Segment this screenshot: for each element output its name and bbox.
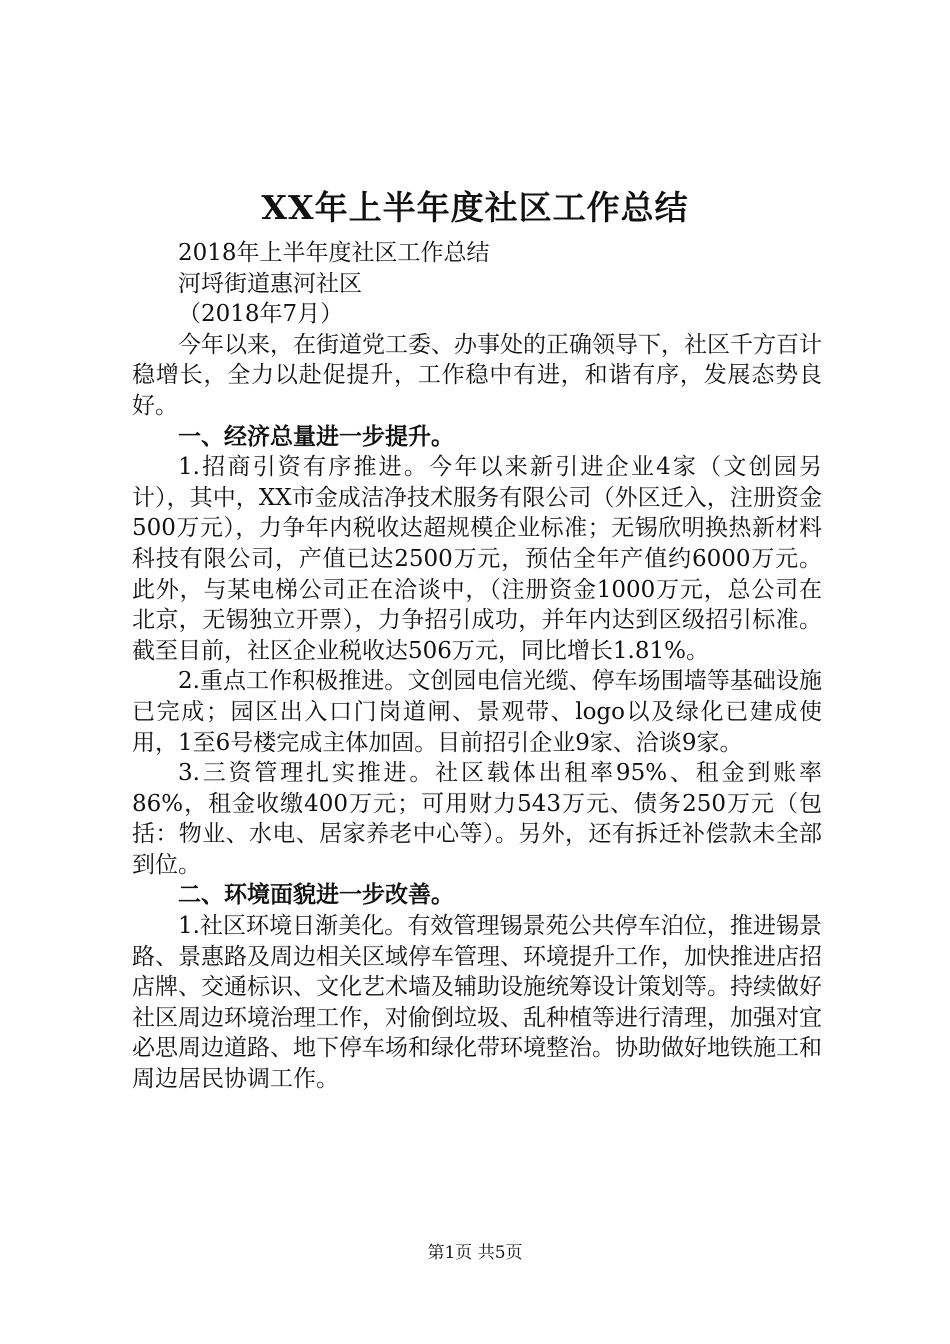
paragraph-key-work: 2.重点工作积极推进。文创园电信光缆、停车场围墙等基础设施已完成；园区出入口门岗道闸、景观带、logo以及绿化已建成使用，1至6号楼完成主体加固。目前招引企业9家、洽谈9家。 xyxy=(132,668,822,756)
paragraph-investment: 1.招商引资有序推进。今年以来新引进企业4家（文创园另计），其中，XX市金成洁净技术服务有限公司（外区迁入，注册资金500万元），力争年内税收达超规模企业标准；无锡欣明换热新材料科技有限公司，产值已达2500万元，预估全年产值约6000万元。此外，与某电梯公司正在洽谈中，（注册资金1000万元，总公司在北京，无锡独立开票），力争招引成功，并年内达到区级招引标准。截至目前，社区企业税收达506万元，同比增长1.81%。 xyxy=(132,454,822,664)
subtitle-line: 2018年上半年度社区工作总结 xyxy=(178,240,490,266)
document-body xyxy=(132,238,822,1095)
document-title: XX年上半年度社区工作总结 xyxy=(261,188,689,227)
section-heading-environment: 二、环境面貌进一步改善。 xyxy=(178,881,454,909)
date-line: （2018年7月） xyxy=(178,301,344,328)
section-heading-economy: 一、经济总量进一步提升。 xyxy=(178,422,454,450)
paragraph-asset-management: 3.三资管理扎实推进。社区载体出租率95%、租金到账率86%，租金收缴400万元；可用财力543万元、债务250万元（包括：物业、水电、居家养老中心等）。另外，还有拆迁补偿款未全部到位。 xyxy=(132,760,822,878)
organization-line: 河埒街道惠河社区 xyxy=(178,270,362,297)
intro-paragraph: 今年以来，在街道党工委、办事处的正确领导下，社区千方百计稳增长，全力以赴促提升，工作稳中有进，和谐有序，发展态势良好。 xyxy=(132,331,822,419)
page-number-footer: 第1页 共5页 xyxy=(427,1243,523,1263)
paragraph-community-environment: 1.社区环境日渐美化。有效管理锡景苑公共停车泊位，推进锡景路、景惠路及周边相关区域停车管理、环境提升工作，加快推进店招店牌、交通标识、文化艺术墙及辅助设施统筹设计策划等。持续做好社区周边环境治理工作，对偷倒垃圾、乱种植等进行清理，加强对宜必思周边道路、地下停车场和绿化带环境整治。协助做好地铁施工和周边居民协调工作。 xyxy=(132,913,822,1093)
